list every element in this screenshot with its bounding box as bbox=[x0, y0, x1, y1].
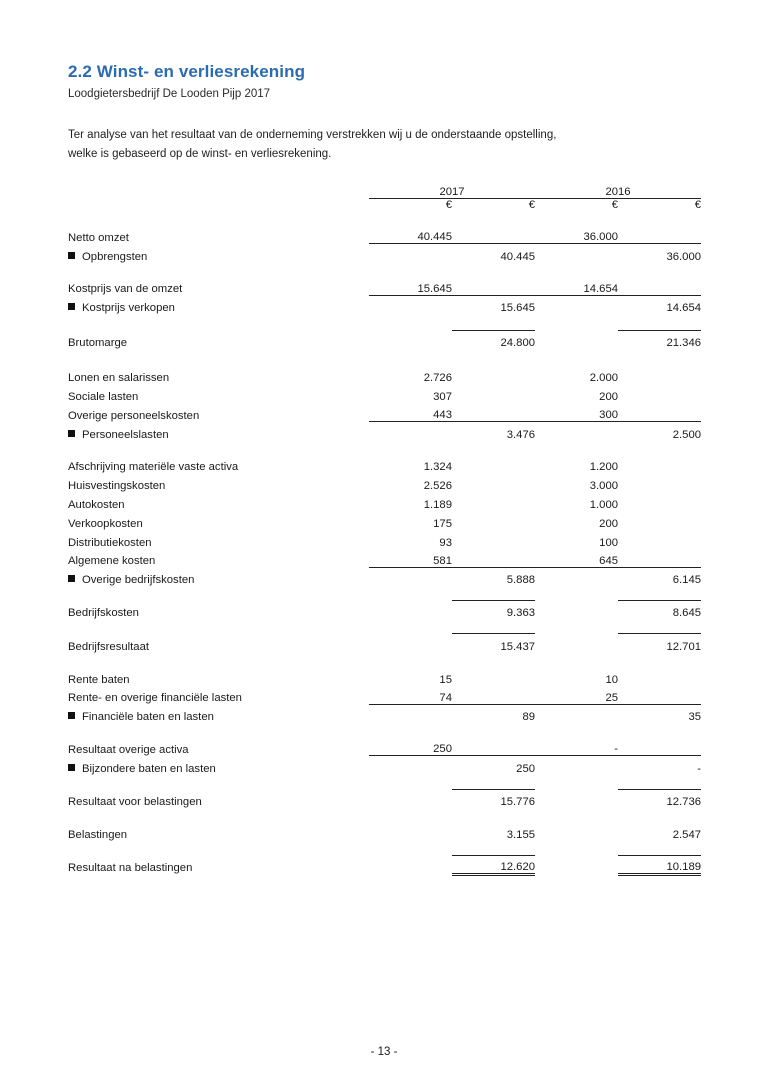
row-value-d: 36.000 bbox=[618, 244, 701, 263]
row-label-text: Lonen en salarissen bbox=[68, 372, 170, 385]
row-label bbox=[68, 384, 369, 403]
row-value-d: 2.547 bbox=[672, 828, 702, 841]
header-gap bbox=[68, 211, 701, 225]
row-value-a: 307 bbox=[433, 391, 452, 404]
row-value-b bbox=[452, 403, 535, 422]
table-row bbox=[68, 492, 701, 511]
row-value-b: 250 bbox=[452, 756, 535, 775]
row-value-c bbox=[535, 331, 618, 350]
row-value-b bbox=[452, 549, 535, 568]
row-value-c: 2.000 bbox=[589, 372, 619, 385]
table-row bbox=[68, 384, 701, 403]
row-value-c bbox=[535, 634, 618, 653]
row-value-b: 40.445 bbox=[452, 244, 535, 263]
row-value-a bbox=[369, 789, 452, 808]
row-label bbox=[68, 756, 369, 775]
row-value-d bbox=[618, 511, 701, 530]
row-label-text: Overige bedrijfskosten bbox=[82, 574, 195, 587]
table-row bbox=[68, 756, 701, 775]
currency-2016-b: € bbox=[694, 198, 702, 211]
row-value-a bbox=[369, 244, 452, 263]
row-value-d bbox=[618, 225, 701, 244]
row-value-b: 9.363 bbox=[452, 601, 535, 620]
table-row bbox=[68, 277, 701, 296]
row-label-text: Bedrijfskosten bbox=[68, 607, 139, 620]
row-value-d bbox=[618, 530, 701, 549]
row-value-d: - bbox=[618, 756, 701, 775]
row-value-b bbox=[452, 277, 535, 296]
row-label-text: Opbrengsten bbox=[82, 250, 148, 263]
row-spacer bbox=[68, 441, 701, 455]
row-label bbox=[68, 601, 369, 620]
row-value-a bbox=[369, 634, 452, 653]
row-value-d bbox=[618, 473, 701, 492]
row-value-a: 74 bbox=[369, 686, 452, 705]
row-value-d: 12.736 bbox=[618, 789, 701, 808]
bullet-icon bbox=[68, 303, 75, 310]
row-label-text: Sociale lasten bbox=[68, 391, 139, 404]
row-value-c: 200 bbox=[599, 517, 619, 530]
table-row bbox=[68, 601, 701, 620]
row-value-c: 25 bbox=[535, 686, 618, 705]
row-value-b: 15.776 bbox=[452, 789, 535, 808]
table-header-currency bbox=[68, 198, 701, 211]
row-value-b bbox=[452, 530, 535, 549]
table-row bbox=[68, 511, 701, 530]
row-value-b: 5.888 bbox=[452, 567, 535, 586]
row-value-c bbox=[535, 567, 618, 586]
row-value-c: 100 bbox=[599, 536, 619, 549]
table-row bbox=[68, 704, 701, 723]
row-value-c: 1.000 bbox=[589, 499, 619, 511]
row-label bbox=[68, 704, 369, 723]
currency-2017-b: € bbox=[528, 198, 536, 211]
row-value-a: 15 bbox=[439, 673, 452, 686]
row-value-b: 3.476 bbox=[452, 422, 535, 441]
row-label-text: Resultaat na belastingen bbox=[68, 862, 193, 875]
row-value-d: 35 bbox=[618, 704, 701, 723]
row-value-b bbox=[452, 686, 535, 705]
row-value-a bbox=[369, 295, 452, 314]
row-value-b bbox=[452, 492, 535, 511]
row-label-text: Autokosten bbox=[68, 499, 125, 511]
row-value-a bbox=[369, 756, 452, 775]
table-row bbox=[68, 634, 701, 653]
row-value-c bbox=[535, 601, 618, 620]
table-row bbox=[68, 549, 701, 568]
row-label bbox=[68, 295, 369, 314]
row-label-text: Resultaat voor belastingen bbox=[68, 796, 202, 809]
intro-paragraph bbox=[68, 126, 628, 164]
row-value-a: 40.445 bbox=[369, 225, 452, 244]
row-value-d: 14.654 bbox=[618, 295, 701, 314]
row-label bbox=[68, 511, 369, 530]
table-row bbox=[68, 686, 701, 705]
row-value-a bbox=[369, 331, 452, 350]
table-row bbox=[68, 473, 701, 492]
row-label-text: Algemene kosten bbox=[68, 555, 156, 568]
row-value-c bbox=[535, 422, 618, 441]
table-row bbox=[68, 822, 701, 841]
row-label bbox=[68, 737, 369, 756]
row-value-c bbox=[535, 295, 618, 314]
row-label-text: Verkoopkosten bbox=[68, 517, 143, 530]
row-label bbox=[68, 492, 369, 511]
row-value-d: 10.189 bbox=[618, 855, 701, 874]
row-spacer bbox=[68, 349, 701, 365]
row-value-a bbox=[369, 601, 452, 620]
intro-line-1: Ter analyse van het resultaat van de onderneming verstrekken wij u de onderstaande opstelling, bbox=[68, 129, 557, 141]
row-value-b bbox=[452, 365, 535, 384]
table-row bbox=[68, 422, 701, 441]
row-label bbox=[68, 277, 369, 296]
row-value-c: - bbox=[535, 737, 618, 756]
row-label-text: Overige personeelskosten bbox=[68, 409, 200, 422]
row-label bbox=[68, 667, 369, 686]
row-value-a: 15.645 bbox=[369, 277, 452, 296]
row-value-a bbox=[369, 822, 452, 841]
row-label bbox=[68, 855, 369, 874]
row-spacer bbox=[68, 808, 701, 822]
row-label bbox=[68, 422, 369, 441]
row-value-c: 200 bbox=[599, 391, 619, 404]
row-label-text: Kostprijs van de omzet bbox=[68, 283, 183, 296]
row-value-c: 10 bbox=[605, 673, 619, 686]
header-year-2017: 2017 bbox=[369, 186, 535, 199]
bullet-icon bbox=[68, 430, 75, 437]
row-spacer bbox=[68, 619, 701, 634]
row-value-d: 12.701 bbox=[618, 634, 701, 653]
row-label bbox=[68, 567, 369, 586]
row-label bbox=[68, 225, 369, 244]
row-value-b bbox=[452, 667, 535, 686]
table-row bbox=[68, 365, 701, 384]
row-spacer bbox=[68, 263, 701, 277]
row-label bbox=[68, 530, 369, 549]
row-value-a: 581 bbox=[369, 549, 452, 568]
table-row bbox=[68, 530, 701, 549]
bullet-icon bbox=[68, 252, 75, 259]
profit-and-loss-table bbox=[68, 186, 701, 876]
row-value-b: 89 bbox=[452, 704, 535, 723]
row-label bbox=[68, 455, 369, 474]
row-value-c bbox=[535, 789, 618, 808]
row-value-b bbox=[452, 737, 535, 756]
row-label bbox=[68, 549, 369, 568]
table-row bbox=[68, 403, 701, 422]
row-value-c: 645 bbox=[535, 549, 618, 568]
row-label-text: Personeelslasten bbox=[82, 428, 169, 441]
row-label-text: Belastingen bbox=[68, 828, 128, 841]
row-spacer bbox=[68, 314, 701, 331]
table-row bbox=[68, 567, 701, 586]
row-spacer bbox=[68, 723, 701, 737]
row-value-b bbox=[452, 455, 535, 474]
row-value-b: 24.800 bbox=[452, 331, 535, 350]
row-label-text: Kostprijs verkopen bbox=[82, 302, 175, 315]
table-row bbox=[68, 331, 701, 350]
row-label bbox=[68, 403, 369, 422]
row-label-text: Distributiekosten bbox=[68, 536, 152, 549]
table-row bbox=[68, 667, 701, 686]
row-label bbox=[68, 365, 369, 384]
row-value-d: 21.346 bbox=[618, 331, 701, 350]
row-value-d bbox=[618, 686, 701, 705]
row-label-text: Huisvestingskosten bbox=[68, 480, 166, 493]
row-value-c: 1.200 bbox=[589, 461, 619, 474]
row-value-a bbox=[369, 567, 452, 586]
row-value-c bbox=[535, 822, 618, 841]
row-value-a: 1.324 bbox=[423, 461, 452, 474]
row-label bbox=[68, 634, 369, 653]
row-value-d bbox=[618, 737, 701, 756]
row-value-a: 443 bbox=[369, 403, 452, 422]
row-value-d: 8.645 bbox=[618, 601, 701, 620]
row-label bbox=[68, 822, 369, 841]
row-label bbox=[68, 331, 369, 350]
row-value-b: 15.437 bbox=[452, 634, 535, 653]
row-label-text: Resultaat overige activa bbox=[68, 743, 189, 756]
currency-2016-a: € bbox=[611, 198, 619, 211]
row-value-a: 175 bbox=[433, 517, 452, 530]
intro-line-2: welke is gebaseerd op de winst- en verliesrekening. bbox=[68, 147, 332, 160]
bullet-icon bbox=[68, 712, 75, 719]
table-row bbox=[68, 855, 701, 874]
row-value-d bbox=[618, 549, 701, 568]
row-spacer bbox=[68, 586, 701, 601]
row-value-c: 36.000 bbox=[535, 225, 618, 244]
row-label-text: Financiële baten en lasten bbox=[82, 711, 214, 724]
bullet-icon bbox=[68, 575, 75, 582]
currency-2017-a: € bbox=[445, 198, 452, 211]
row-value-d: 6.145 bbox=[618, 567, 701, 586]
row-value-d bbox=[618, 667, 701, 686]
row-value-c bbox=[535, 244, 618, 263]
row-value-d bbox=[618, 455, 701, 474]
row-value-b: 15.645 bbox=[452, 295, 535, 314]
row-value-d: 2.500 bbox=[618, 422, 701, 441]
row-label bbox=[68, 244, 369, 263]
row-value-d bbox=[618, 384, 701, 403]
table-header-years bbox=[68, 186, 701, 199]
row-value-b bbox=[452, 384, 535, 403]
row-label-text: Brutomarge bbox=[68, 337, 128, 350]
row-value-b: 12.620 bbox=[452, 855, 535, 874]
row-value-a: 2.526 bbox=[423, 480, 452, 493]
row-value-c bbox=[535, 756, 618, 775]
row-value-a bbox=[369, 422, 452, 441]
row-value-a: 1.189 bbox=[423, 499, 452, 511]
row-value-c bbox=[535, 704, 618, 723]
row-value-a: 250 bbox=[369, 737, 452, 756]
row-value-a bbox=[369, 704, 452, 723]
row-spacer bbox=[68, 841, 701, 856]
row-label bbox=[68, 686, 369, 705]
page-subtitle: Loodgietersbedrijf De Looden Pijp 2017 bbox=[68, 88, 271, 100]
row-value-a: 93 bbox=[439, 536, 452, 549]
row-label-text: Bijzondere baten en lasten bbox=[82, 762, 216, 775]
table-row bbox=[68, 737, 701, 756]
row-value-d bbox=[618, 403, 701, 422]
row-value-b bbox=[452, 225, 535, 244]
table-row bbox=[68, 225, 701, 244]
row-value-c: 300 bbox=[535, 403, 618, 422]
row-label-text: Netto omzet bbox=[68, 231, 129, 244]
row-value-c: 3.000 bbox=[589, 480, 619, 493]
row-value-a bbox=[369, 855, 452, 874]
bullet-icon bbox=[68, 764, 75, 771]
table-row bbox=[68, 295, 701, 314]
page-footer: - 13 - bbox=[370, 1046, 398, 1058]
row-value-a: 2.726 bbox=[423, 372, 452, 385]
row-value-d bbox=[618, 492, 701, 511]
row-label-text: Rente- en overige financiële lasten bbox=[68, 692, 242, 705]
row-spacer bbox=[68, 653, 701, 667]
row-value-d bbox=[618, 277, 701, 296]
row-value-b bbox=[452, 511, 535, 530]
row-value-b: 3.155 bbox=[506, 828, 536, 841]
table-row bbox=[68, 244, 701, 263]
row-value-b bbox=[452, 473, 535, 492]
row-value-c: 14.654 bbox=[535, 277, 618, 296]
row-value-d bbox=[618, 365, 701, 384]
row-label bbox=[68, 789, 369, 808]
row-spacer bbox=[68, 775, 701, 790]
page-title: 2.2 Winst- en verliesrekening bbox=[68, 62, 306, 81]
row-value-c bbox=[535, 855, 618, 874]
row-label bbox=[68, 473, 369, 492]
table-row bbox=[68, 789, 701, 808]
row-label-text: Rente baten bbox=[68, 673, 130, 686]
table-row bbox=[68, 455, 701, 474]
header-year-2016: 2016 bbox=[535, 186, 701, 199]
row-label-text: Bedrijfsresultaat bbox=[68, 640, 149, 653]
row-label-text: Afschrijving materiële vaste activa bbox=[68, 461, 239, 474]
